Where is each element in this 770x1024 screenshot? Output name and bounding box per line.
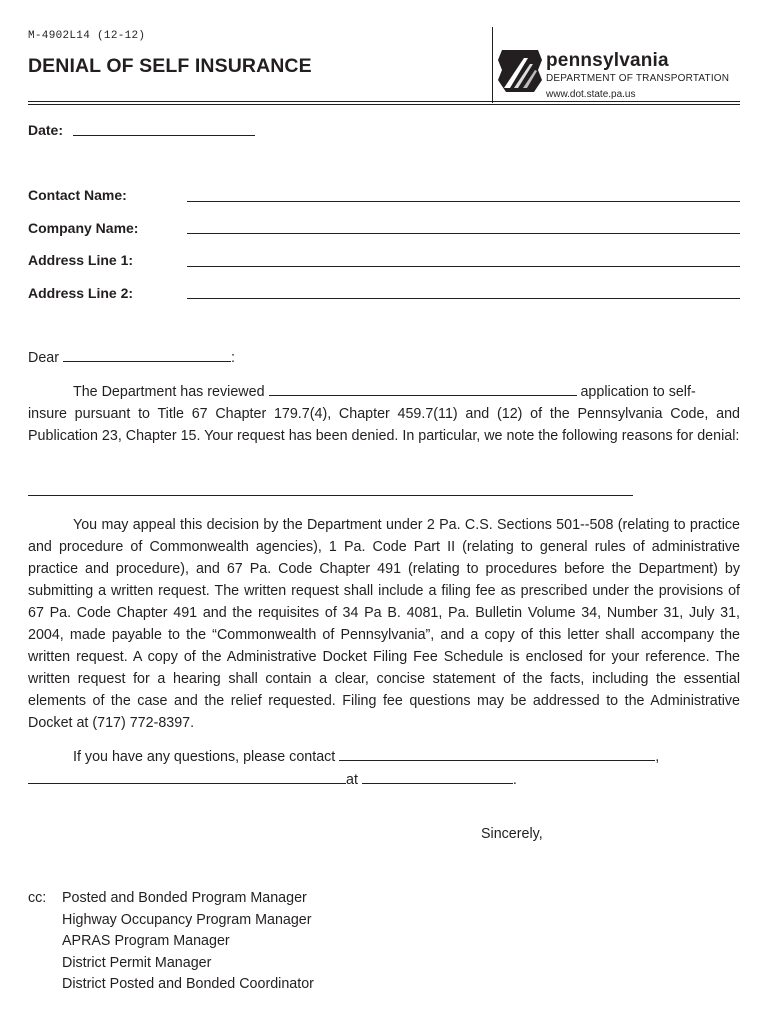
- cc-recipient: Highway Occupancy Program Manager: [62, 911, 312, 928]
- cc-recipient: District Posted and Bonded Coordinator: [62, 976, 314, 992]
- agency-state: pennsylvania: [546, 50, 669, 71]
- closing: Sincerely,: [481, 826, 543, 842]
- salutation-name-field[interactable]: [63, 347, 231, 362]
- paragraph-3-at: at: [346, 772, 358, 788]
- form-number: M-4902L14 (12-12): [28, 30, 146, 42]
- paragraph-3-comma: ,: [655, 749, 660, 765]
- address-line-2-field[interactable]: [187, 298, 740, 299]
- contact-phone-field[interactable]: [362, 769, 513, 784]
- cc-recipient: District Permit Manager: [62, 954, 212, 971]
- cc-recipient: APRAS Program Manager: [62, 933, 230, 949]
- paragraph-1-first-line: [73, 381, 696, 403]
- contact-name-label: Contact Name:: [28, 187, 127, 203]
- paragraph-3-first-line: [73, 746, 659, 768]
- date-field[interactable]: [73, 135, 255, 136]
- paragraph-1-body: insure pursuant to Title 67 Chapter 179.7(4), Chapter 459.7(11) and (12) of the Pennsylvania Code, and Publication 23, Chapter 15. Your request has been denied. In particular, we note the following reasons for denial:: [28, 406, 740, 444]
- paragraph-1-after-blank: application to self-: [580, 384, 696, 400]
- contact-person-field[interactable]: [339, 746, 655, 761]
- cc-recipient: Posted and Bonded Program Manager: [62, 890, 307, 906]
- agency-website: www.dot.state.pa.us: [546, 89, 636, 100]
- header-rule: [28, 104, 740, 105]
- paragraph-1-start: The Department has reviewed: [73, 384, 265, 400]
- page-title: DENIAL OF SELF INSURANCE: [28, 55, 312, 77]
- agency-department: DEPARTMENT OF TRANSPORTATION: [546, 73, 730, 84]
- address-line-1-field[interactable]: [187, 266, 740, 267]
- keystone-logo-icon: [498, 50, 542, 92]
- address-line-2-label: Address Line 2:: [28, 285, 134, 301]
- paragraph-3-second-line: [28, 769, 517, 791]
- paragraph-3-start: If you have any questions, please contact: [73, 749, 336, 765]
- paragraph-3-period: .: [512, 772, 517, 788]
- paragraph-2-appeal: You may appeal this decision by the Department under 2 Pa. C.S. Sections 501--508 (relating to practice and procedure of Commonwealth agencies), 1 Pa. Code Part II (relating to general rules of administrative practice and procedure), and 67 Pa. Code Chapter 491 (relating to procedures before the Department) by submitting a written request. The written request shall include a filing fee as prescribed under the provisions of 67 Pa. Code Chapter 491 and the requisites of 34 Pa B. 4081, Pa. Bulletin Volume 34, Number 31, July 31, 2004, made payable to the “Commonwealth of Pennsylvania”, and a copy of this letter shall accompany the written request. A copy of the Administrative Docket Filing Fee Schedule is enclosed for your reference. The written request for a hearing shall contain a clear, concise statement of the facts, including the essential elements of the case and the relief requested. Filing fee questions may be addressed to the Administrative Docket at (717) 772-8397.: [28, 517, 740, 731]
- applicant-name-field[interactable]: [269, 381, 577, 396]
- header-divider: [492, 27, 493, 103]
- date-label: Date:: [28, 122, 64, 138]
- address-line-1-label: Address Line 1:: [28, 252, 134, 268]
- cc-label: cc:: [28, 890, 47, 906]
- salutation: [28, 347, 235, 369]
- contact-detail-field[interactable]: [28, 769, 346, 784]
- contact-name-field[interactable]: [187, 201, 740, 202]
- salutation-colon: :: [230, 350, 235, 366]
- company-name-label: Company Name:: [28, 220, 139, 236]
- denial-reason-field[interactable]: [28, 495, 633, 496]
- cc-list: [62, 888, 314, 996]
- salutation-text: Dear: [28, 350, 59, 366]
- header-rule: [28, 101, 740, 102]
- company-name-field[interactable]: [187, 233, 740, 234]
